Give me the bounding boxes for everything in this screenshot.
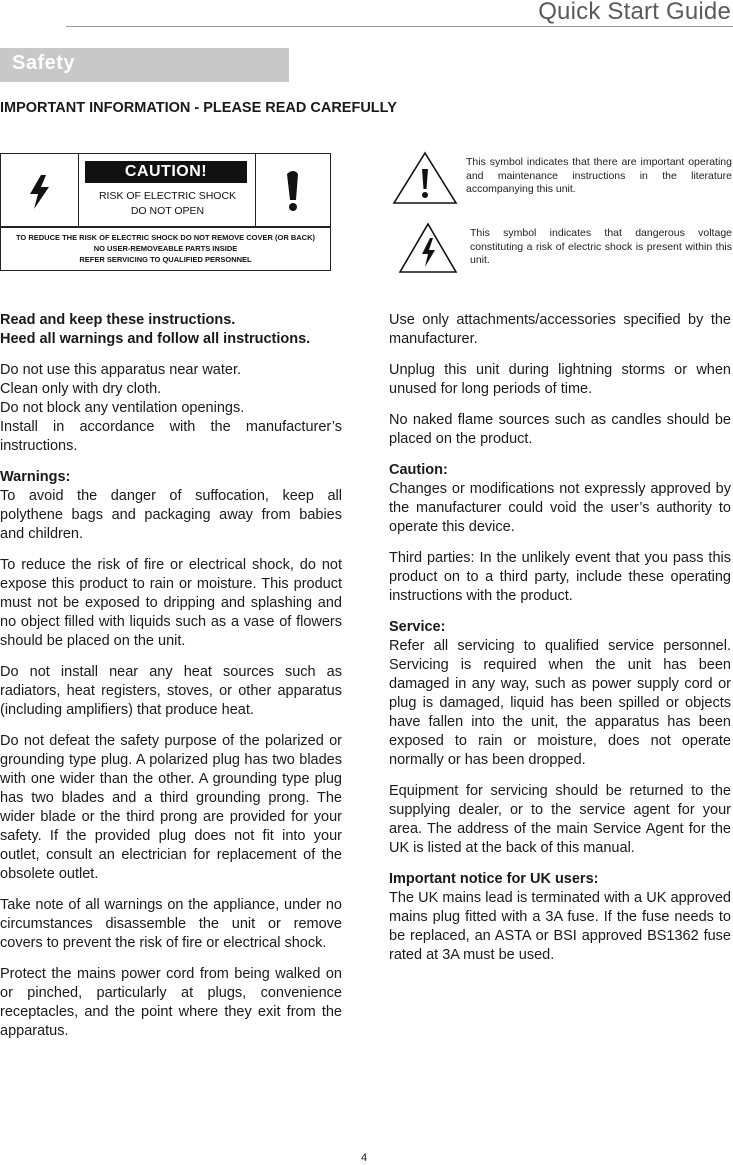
warning-triangle-exclamation-icon xyxy=(392,151,458,205)
caution-title: CAUTION! xyxy=(85,161,247,183)
caution-line-1: RISK OF ELECTRIC SHOCK xyxy=(98,190,237,202)
paragraph: Unplug this unit during lightning storms or when unused for long periods of time. xyxy=(389,362,731,397)
exclamation-icon xyxy=(256,154,330,226)
uk-notice-heading: Important notice for UK users: xyxy=(389,871,599,887)
page-header-title: Quick Start Guide xyxy=(538,0,731,25)
paragraph: Do not block any ventilation openings. xyxy=(0,400,245,416)
warnings-heading: Warnings: xyxy=(0,469,71,485)
section-bar xyxy=(0,48,289,82)
caution-exclamation-cell xyxy=(256,154,330,226)
paragraph: Do not use this apparatus near water. xyxy=(0,362,242,378)
paragraph: Take note of all warnings on the appliance, under no circumstances disassemble the unit or remove covers to prevent the risk of fire or electrical shock. xyxy=(0,897,342,951)
paragraph: Install in accordance with the manufacturer’s instructions. xyxy=(0,419,342,454)
paragraph: No naked flame sources such as candles should be placed on the product. xyxy=(389,412,731,447)
warning-triangle-voltage-icon xyxy=(398,222,458,274)
paragraph: Third parties: In the unlikely event that you pass this product on to a third party, include these operating instructions with the product. xyxy=(389,550,731,604)
left-column xyxy=(0,311,342,1041)
service-heading: Service: xyxy=(389,619,446,635)
caution-bottom-text xyxy=(1,232,330,265)
paragraph: To reduce the risk of fire or electrical shock, do not expose this product to rain or moisture. This product must not be exposed to dripping and splashing and no object filled with liquids such as a vase of flowers should be placed on the unit. xyxy=(0,557,342,649)
paragraph: Clean only with dry cloth. xyxy=(0,381,162,397)
paragraph: The UK mains lead is terminated with a UK approved mains plug fitted with a 3A fuse. If the fuse needs to be replaced, an ASTA or BSI approved BS1362 fuse rated at 3A must be used. xyxy=(389,890,731,963)
instruction-heading-2: Heed all warnings and follow all instructions. xyxy=(0,331,311,347)
section-title: Safety xyxy=(12,52,76,74)
lightning-bolt-icon xyxy=(1,154,79,226)
instruction-heading-1: Read and keep these instructions. xyxy=(0,312,236,328)
paragraph: Changes or modifications not expressly approved by the manufacturer could void the user’s authority to operate this device. xyxy=(389,481,731,535)
caution-text-cell xyxy=(79,154,256,226)
paragraph: Use only attachments/accessories specified by the manufacturer. xyxy=(389,312,731,347)
right-column xyxy=(389,311,731,965)
caution-line-2: DO NOT OPEN xyxy=(130,205,205,217)
header-rule xyxy=(66,26,733,27)
important-heading: IMPORTANT INFORMATION - PLEASE READ CAREFULLY xyxy=(0,100,397,116)
caution-top-row xyxy=(1,154,330,227)
page-number: 4 xyxy=(361,1152,368,1164)
caution-label xyxy=(0,153,331,271)
exclamation-symbol-text: This symbol indicates that there are important operating and maintenance instructions in the literature accompanying this unit. xyxy=(466,156,732,195)
caution-bottom-line-3: REFER SERVICING TO QUALIFIED PERSONNEL xyxy=(79,255,252,264)
caution-heading: Caution: xyxy=(389,462,448,478)
paragraph: Protect the mains power cord from being walked on or pinched, particularly at plugs, convenience receptacles, and the point where they exit from the apparatus. xyxy=(0,966,342,1039)
caution-bolt-cell xyxy=(1,154,79,226)
caution-bottom-line-1: TO REDUCE THE RISK OF ELECTRIC SHOCK DO NOT REMOVE COVER (OR BACK) xyxy=(15,233,316,242)
paragraph: Do not defeat the safety purpose of the polarized or grounding type plug. A polarized plug has two blades with one wider than the other. A grounding type plug has two blades and a third grounding prong. The wider blade or the third prong are provided for your safety. If the provided plug does not fit into your outlet, consult an electrician for replacement of the obsolete outlet. xyxy=(0,733,342,882)
paragraph: Refer all servicing to qualified service personnel. Servicing is required when the unit has been damaged in any way, such as power supply cord or plug is damaged, liquid has been spilled or objects have fallen into the unit, the apparatus has been exposed to rain or moisture, does not operate normally or has been dropped. xyxy=(389,638,731,768)
paragraph: Do not install near any heat sources such as radiators, heat registers, stoves, or other apparatus (including amplifiers) that produce heat. xyxy=(0,664,342,718)
paragraph: Equipment for servicing should be returned to the supplying dealer, or to the service agent for your area. The address of the main Service Agent for the UK is listed at the back of this manual. xyxy=(389,783,731,856)
paragraph: To avoid the danger of suffocation, keep all polythene bags and packaging away from babies and children. xyxy=(0,488,342,542)
voltage-symbol-text: This symbol indicates that dangerous voltage constituting a risk of electric shock is present within this unit. xyxy=(470,227,732,266)
caution-divider xyxy=(1,226,330,228)
caution-bottom-line-2: NO USER-REMOVEABLE PARTS INSIDE xyxy=(93,244,238,253)
